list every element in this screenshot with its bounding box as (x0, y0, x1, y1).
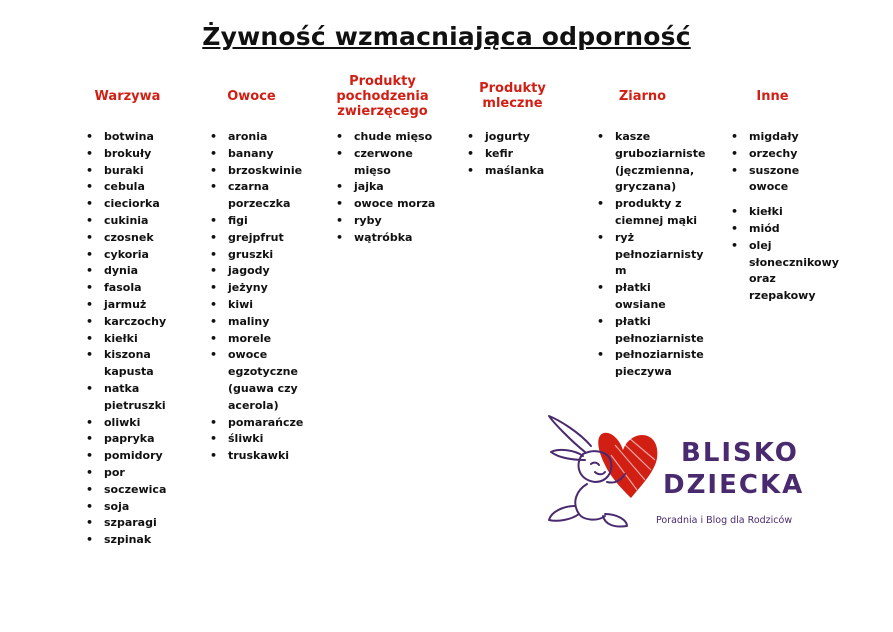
list-item: • jarmuż (84, 297, 179, 314)
list-item: • ryby (334, 213, 436, 230)
list-item: • oliwki (84, 415, 179, 432)
list-item: • kiełki (84, 331, 179, 348)
list-item: • cukinia (84, 213, 179, 230)
list-item: • produkty z ciemnej mąki (595, 196, 700, 230)
list-item: • truskawki (208, 448, 303, 465)
list-item: • grejpfrut (208, 230, 303, 247)
food-list (208, 129, 303, 465)
list-item: • kiszona kapusta (84, 347, 179, 381)
food-list (595, 129, 706, 381)
list-item: • czosnek (84, 230, 179, 247)
list-item: • olej słonecznikowy oraz rzepakowy (729, 238, 841, 305)
page-title: Żywność wzmacniająca odporność (202, 22, 691, 51)
column-ziarno (595, 72, 706, 379)
food-list (729, 129, 841, 305)
list-item: • brokuły (84, 146, 179, 163)
list-item: • śliwki (208, 431, 303, 448)
list-item: • maliny (208, 314, 303, 331)
column-owoce (204, 72, 304, 463)
list-item: • pomidory (84, 448, 179, 465)
list-item: • cebula (84, 179, 179, 196)
column-produkty-zwierzece (330, 72, 436, 244)
logo-text-line1: BLISKO (681, 438, 799, 468)
list-item: • buraki (84, 163, 179, 180)
food-list (84, 129, 179, 549)
list-item: • soja (84, 499, 179, 516)
column-heading: Produkty pochodzenia zwierzęcego (336, 73, 429, 119)
column-warzywa (80, 72, 175, 547)
column-heading: Inne (756, 88, 789, 104)
list-item: • kiwi (208, 297, 303, 314)
list-item: • szpinak (84, 532, 179, 549)
list-item: • jagody (208, 263, 303, 280)
bunny-heart-icon (545, 410, 665, 535)
list-item: • natka pietruszki (84, 381, 179, 415)
list-item: • ryż pełnoziarnisty m (595, 230, 700, 280)
column-produkty-mleczne (450, 72, 575, 177)
list-item: • migdały (729, 129, 841, 146)
list-item: • płatki pełnoziarniste (595, 314, 700, 348)
list-item: • por (84, 465, 179, 482)
list-item: • kiełki (729, 204, 841, 221)
list-item: • kefir (465, 146, 560, 163)
blisko-dziecka-logo (545, 410, 805, 535)
list-item: • karczochy (84, 314, 179, 331)
list-item: • owoce egzotyczne (guawa czy acerola) (208, 347, 303, 414)
list-item: • papryka (84, 431, 179, 448)
list-item: • jogurty (465, 129, 560, 146)
list-item: • gruszki (208, 247, 303, 264)
column-heading: Produkty mleczne (479, 81, 546, 111)
list-item: • figi (208, 213, 303, 230)
list-item: • płatki owsiane (595, 280, 700, 314)
list-item: • owoce morza (334, 196, 436, 213)
food-list (465, 129, 560, 179)
logo-tagline: Poradnia i Blog dla Rodziców (656, 515, 793, 526)
list-item: • dynia (84, 263, 179, 280)
food-list (334, 129, 436, 247)
list-item: • cieciorka (84, 196, 179, 213)
column-inne (725, 72, 839, 303)
list-item: • czarna porzeczka (208, 179, 303, 213)
list-item: • jajka (334, 179, 436, 196)
list-item: • aronia (208, 129, 303, 146)
list-item: • cykoria (84, 247, 179, 264)
list-item: • wątróbka (334, 230, 436, 247)
list-item: • kasze gruboziarniste (jęczmienna, gryczana) (595, 129, 700, 196)
list-item: • morele (208, 331, 303, 348)
list-item: • botwina (84, 129, 179, 146)
list-item: • chude mięso (334, 129, 436, 146)
list-item: • suszone owoce (729, 163, 841, 197)
list-item: • pomarańcze (208, 415, 303, 432)
list-item: • fasola (84, 280, 179, 297)
list-item: • maślanka (465, 163, 560, 180)
list-item: • szparagi (84, 515, 179, 532)
column-heading: Warzywa (94, 88, 161, 104)
column-heading: Owoce (227, 88, 276, 104)
logo-text-line2: DZIECKA (663, 470, 805, 500)
list-item: • brzoskwinie (208, 163, 303, 180)
list-item: • czerwone mięso (334, 146, 436, 180)
list-item: • orzechy (729, 146, 841, 163)
list-item: • miód (729, 221, 841, 238)
list-item: • jeżyny (208, 280, 303, 297)
list-item: • banany (208, 146, 303, 163)
list-item: • pełnoziarniste pieczywa (595, 347, 700, 381)
column-heading: Ziarno (618, 88, 667, 104)
list-item: • soczewica (84, 482, 179, 499)
